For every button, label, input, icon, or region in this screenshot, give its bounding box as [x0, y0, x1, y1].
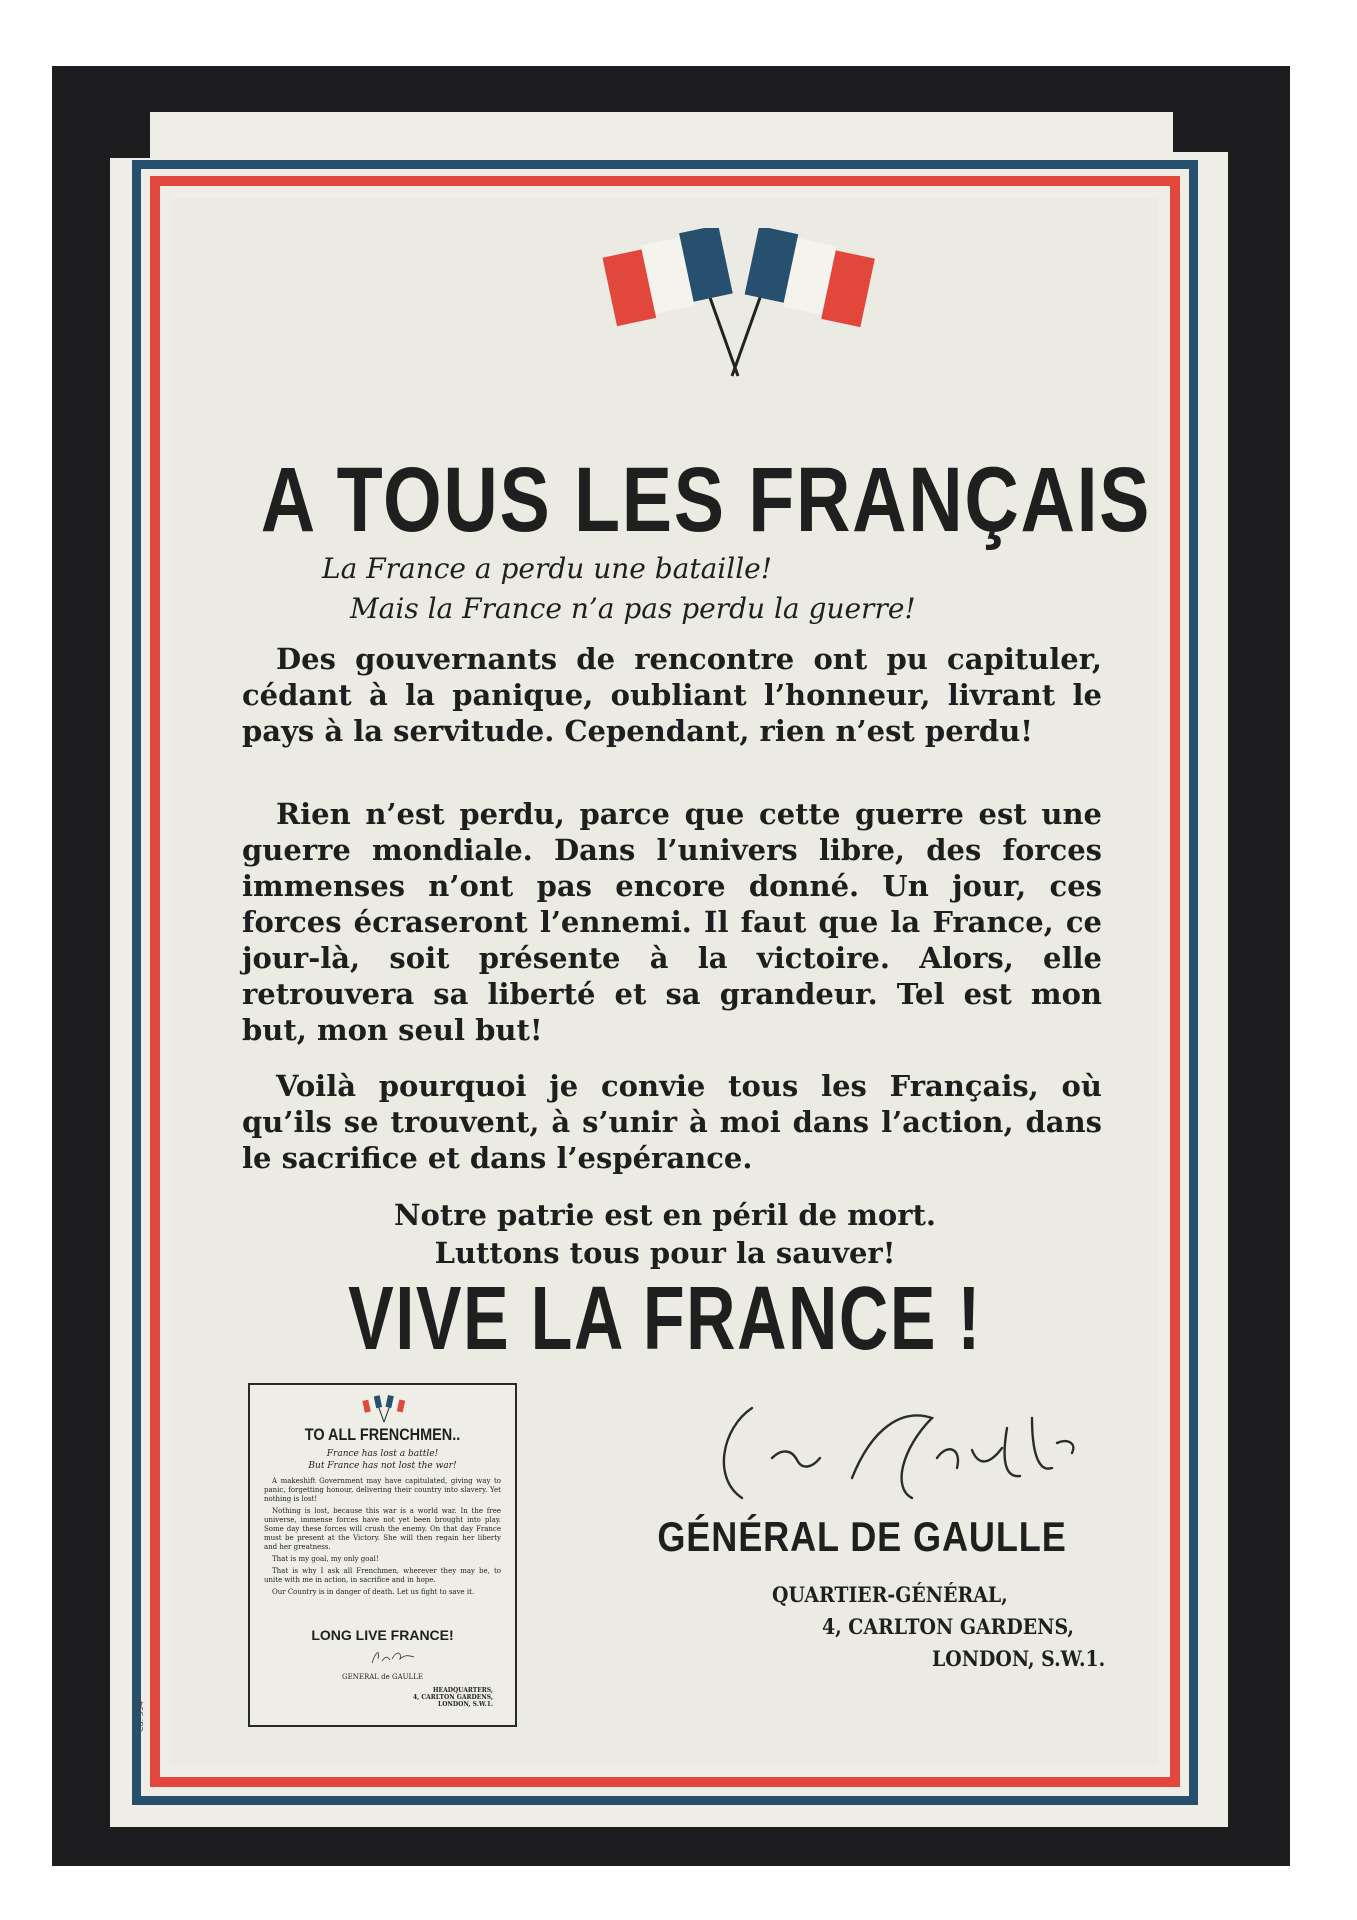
translation-title: TO ALL FRENCHMEN..: [304, 1425, 461, 1444]
print-code: Cd. 594: [136, 1700, 145, 1732]
translation-box: [248, 1383, 517, 1727]
crossed-flags-icon: [590, 228, 890, 378]
translation-tagline-2: But France has not lost the war!: [308, 1461, 457, 1471]
poster: [110, 112, 1228, 1827]
translation-hq-line: HEADQUARTERS,: [432, 1687, 493, 1694]
tagline-1: La France a perdu une bataille!: [322, 552, 772, 585]
translation-headquarters: [413, 1687, 493, 1708]
headquarters-line-2: 4, CARLTON GARDENS,: [822, 1614, 1074, 1639]
closing-line-1: Notre patrie est en péril de mort.: [393, 1198, 937, 1232]
de-gaulle-signature-icon: [702, 1388, 1102, 1508]
mini-crossed-flags-icon: [360, 1395, 408, 1423]
paragraph-2: Rien n’est perdu, parce que cette guerre est une guerre mondiale. Dans l’univers libre, des forces immenses n’ont pas encore donné. Un jour, ces forces écraseront l’ennemi. Il faut que la France, ce jour-là, soit présente à la victoire. Alors, elle retrouvera sa liberté et sa grandeur. Tel est mon but, mon seul but!: [242, 797, 1102, 1047]
translation-paragraph: A makeshift Government may have capitulated, giving way to panic, forgetting honour, delivering their country into slavery. Yet nothing is lost!: [264, 1477, 501, 1503]
closing-line-2: Luttons tous pour la sauver!: [434, 1236, 896, 1270]
torn-corner: [110, 112, 150, 158]
headline: A TOUS LES FRANÇAIS: [260, 449, 1152, 551]
translation-signature-name: GENERAL de GAULLE: [342, 1673, 423, 1681]
headquarters-line-1: QUARTIER-GÉNÉRAL,: [772, 1582, 1008, 1607]
translation-body: [264, 1477, 501, 1600]
translation-tagline-1: France has lost a battle!: [326, 1449, 439, 1459]
tagline-2: Mais la France n’a pas perdu la guerre!: [350, 592, 916, 625]
translation-hq-line: LONDON, S.W.1.: [437, 1701, 493, 1708]
paragraph-1: Des gouvernants de rencontre ont pu capituler, cédant à la panique, oubliant l’honneur, livrant le pays à la servitude. Cependant, rien n’est perdu!: [242, 642, 1102, 748]
translation-paragraph: That is why I ask all Frenchmen, wherever they may be, to unite with me in action, in sacrifice and in hope.: [264, 1567, 501, 1584]
translation-paragraph: That is my goal, my only goal!: [272, 1555, 379, 1563]
mini-signature-icon: [368, 1647, 418, 1667]
torn-corner: [1173, 112, 1228, 152]
signature-name: GÉNÉRAL DE GAULLE: [657, 1513, 1067, 1560]
translation-slogan: LONG LIVE FRANCE!: [311, 1627, 454, 1643]
translation-paragraph: Our Country is in danger of death. Let us fight to save it.: [272, 1588, 475, 1596]
translation-hq-line: 4, CARLTON GARDENS,: [413, 1694, 493, 1701]
headquarters-line-3: LONDON, S.W.1.: [932, 1646, 1106, 1671]
translation-paragraph: Nothing is lost, because this war is a world war. In the free universe, immense forces have not yet been brought into play. Some day these forces will crush the enemy. On that day France must be present at the Victory. She will then regain her liberty and her greatness.: [264, 1507, 501, 1551]
paragraph-3: Voilà pourquoi je convie tous les Français, où qu’ils se trouvent, à s’unir à moi dans l’action, dans le sacrifice et dans l’espérance.: [242, 1069, 1102, 1175]
poster-panel: [172, 198, 1158, 1765]
scan-frame: [52, 66, 1290, 1866]
slogan: VIVE LA FRANCE !: [348, 1269, 982, 1369]
